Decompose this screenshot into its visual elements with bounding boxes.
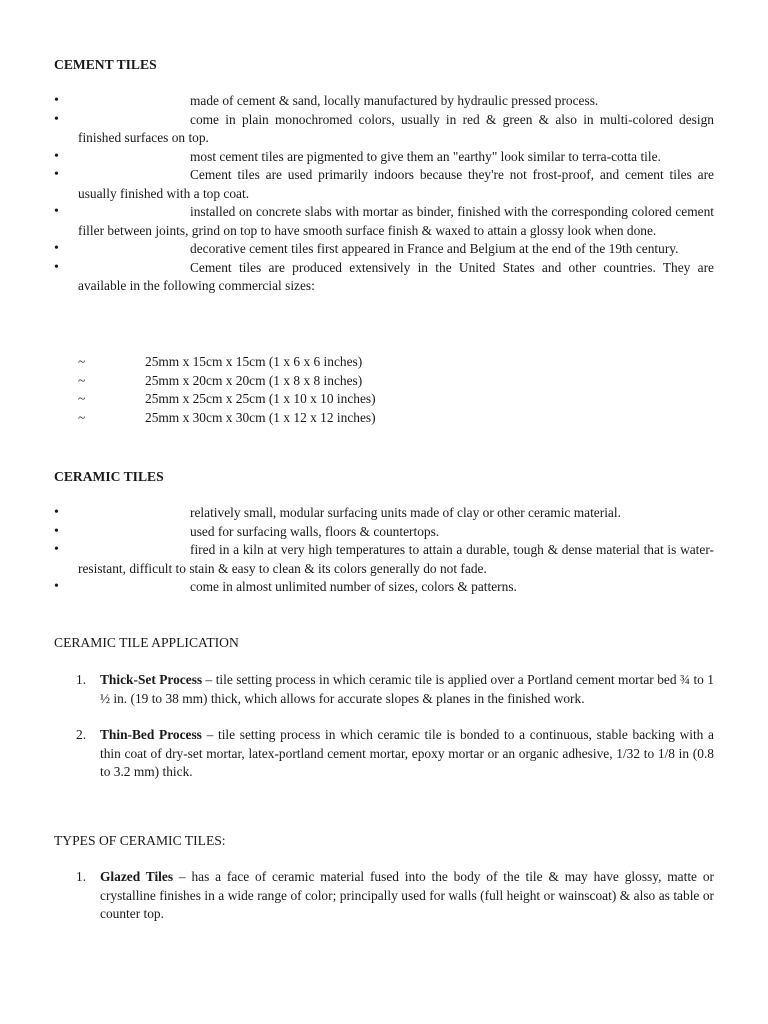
list-item: 1. Glazed Tiles – has a face of ceramic material fused into the body of the tile & may have glossy, matte or crystalline finishes in a wide range of color; principally used for walls (full height or wainscoat) & also as table or counter top. [76, 869, 714, 921]
ceramic-tile-application-heading: CERAMIC TILE APPLICATION [54, 635, 239, 650]
bullet-icon: • [54, 259, 59, 275]
bullet-icon: • [54, 167, 59, 182]
bullet-icon: • [54, 505, 59, 520]
term: Glazed Tiles [100, 869, 174, 884]
list-item: • installed on concrete slabs with mortar as binder, finished with the corresponding colored cement filler between joints, grind on top to have smooth surface finish & waxed to attain a glossy look when done. [54, 204, 714, 238]
bullet-icon: • [54, 148, 59, 164]
list-item: • come in almost unlimited number of sizes, colors & patterns. [54, 578, 714, 597]
list-item: • decorative cement tiles first appeared in France and Belgium at the end of the 19th century. [54, 240, 714, 259]
list-item: • Cement tiles are used primarily indoors because they're not frost-proof, and cement tiles are usually finished with a top coat. [54, 167, 714, 201]
list-item: • used for surfacing walls, floors & countertops. [54, 523, 714, 542]
list-item: • made of cement & sand, locally manufactured by hydraulic pressed process. [54, 92, 714, 111]
ceramic-tiles-heading: CERAMIC TILES [54, 469, 164, 484]
list-item: ~ 25mm x 25cm x 25cm (1 x 10 x 10 inches) [78, 391, 376, 406]
list-item: • Cement tiles are produced extensively in the United States and other countries. They are available in the following commercial sizes: [54, 259, 714, 293]
bullet-icon: • [54, 579, 59, 594]
term: Thin-Bed Process [100, 727, 202, 742]
tile-sizes-list [54, 353, 738, 427]
list-item: 2. Thin-Bed Process – tile setting process in which ceramic tile is bonded to a continuous, stable backing with a thin coat of dry-set mortar, latex-portland cement mortar, epoxy mortar or an organic adhesive, 1/32 to 1/8 in (0.8 to 3.2 mm) thick. [76, 727, 715, 779]
bullet-icon: • [54, 542, 59, 557]
list-item: • most cement tiles are pigmented to give them an "earthy" look similar to terra-cotta tile. [54, 148, 714, 167]
list-item: • come in plain monochromed colors, usually in red & green & also in multi-colored design finished surfaces on top. [54, 111, 714, 145]
term: Thick-Set Process [100, 672, 203, 687]
list-item: ~ 25mm x 30cm x 30cm (1 x 12 x 12 inches) [78, 409, 376, 425]
application-list [54, 671, 714, 800]
types-of-ceramic-tiles-heading: TYPES OF CERAMIC TILES: [54, 833, 226, 848]
list-item: 1. Thick-Set Process – tile setting process in which ceramic tile is applied over a Portland cement mortar bed ¾ to 1 ½ in. (19 to 38 mm) thick, which allows for accurate slopes & planes in the finished work. [76, 672, 714, 706]
bullet-icon: • [54, 204, 59, 219]
list-item: ~ 25mm x 15cm x 15cm (1 x 6 x 6 inches) [78, 354, 363, 369]
types-list [54, 868, 714, 942]
bullet-icon: • [54, 111, 59, 127]
bullet-icon: • [54, 241, 59, 256]
bullet-icon: • [54, 523, 59, 539]
ceramic-tiles-list [54, 504, 714, 597]
cement-tiles-list [54, 92, 714, 296]
list-item: • relatively small, modular surfacing units made of clay or other ceramic material. [54, 504, 714, 523]
bullet-icon: • [54, 93, 59, 108]
list-item: • fired in a kiln at very high temperatures to attain a durable, tough & dense material that is water-resistant, difficult to stain & easy to clean & its colors generally do not fade. [54, 542, 714, 576]
list-item: ~ 25mm x 20cm x 20cm (1 x 8 x 8 inches) [78, 372, 363, 388]
cement-tiles-heading: CEMENT TILES [54, 57, 157, 72]
